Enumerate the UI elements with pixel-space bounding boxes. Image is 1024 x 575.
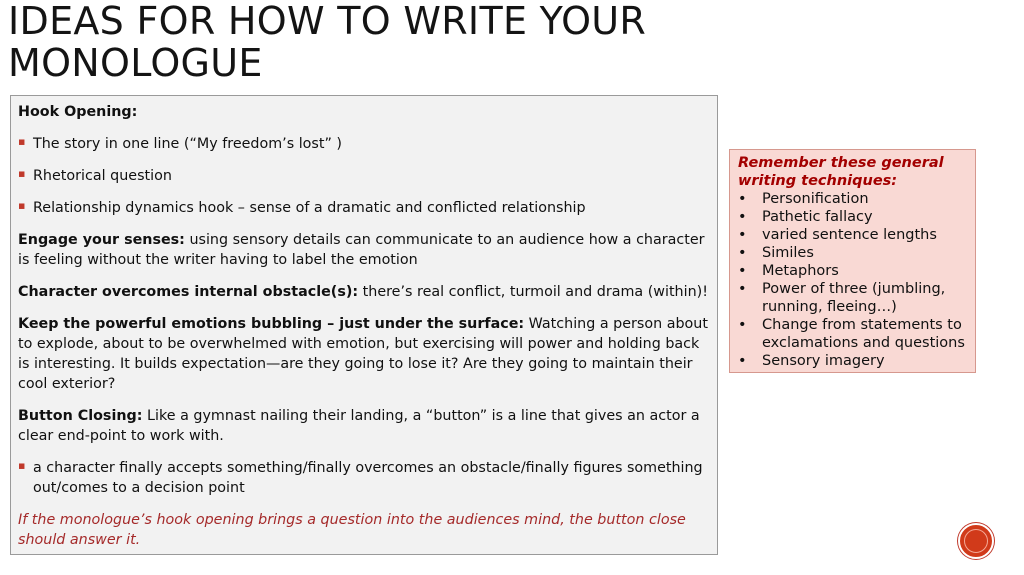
list-item <box>738 280 969 316</box>
obstacle-label: Character overcomes internal obstacle(s): <box>18 284 359 300</box>
bullet-dot-icon: • <box>738 281 747 297</box>
list-item <box>18 166 709 186</box>
emotions-text: Watching a person about to explode, about to be overwhelmed with emotion, but exercising will power and holding back is interesting. It builds expectation—are they going to lose it? Are they going to maintain their cool exterior? <box>18 316 708 392</box>
button-paragraph <box>18 406 709 446</box>
square-bullet-icon: ▪ <box>18 459 26 472</box>
obstacle-text: there’s real conflict, turmoil and drama (within)! <box>358 284 708 300</box>
square-bullet-icon: ▪ <box>18 167 26 180</box>
list-item <box>738 244 969 262</box>
technique-text: Metaphors <box>762 263 839 279</box>
technique-text: Change from statements to exclamations and questions <box>762 317 965 351</box>
bullet-dot-icon: • <box>738 317 747 333</box>
hook-heading-label: Hook Opening: <box>18 104 138 120</box>
techniques-box <box>729 149 976 373</box>
emotions-paragraph <box>18 314 709 394</box>
square-bullet-icon: ▪ <box>18 199 26 212</box>
bullet-dot-icon: • <box>738 245 747 261</box>
circle-ring <box>964 529 988 553</box>
list-item <box>738 316 969 352</box>
techniques-heading: Remember these general writing techniques: <box>738 155 944 189</box>
bullet-dot-icon: • <box>738 353 747 369</box>
senses-text: using sensory details can communicate to an audience how a character is feeling without the writer having to label the emotion <box>18 232 705 268</box>
button-item-text: a character finally accepts something/finally overcomes an obstacle/finally figures something out/comes to a decision point <box>33 460 703 496</box>
list-item <box>738 262 969 280</box>
technique-text: Sensory imagery <box>762 353 885 369</box>
bullet-dot-icon: • <box>738 263 747 279</box>
obstacle-paragraph <box>18 282 709 302</box>
technique-text: Personification <box>762 191 869 207</box>
senses-label: Engage your senses: <box>18 232 185 248</box>
list-item <box>18 134 709 154</box>
list-item <box>738 352 969 370</box>
main-content-box <box>10 95 718 555</box>
hook-item-text: The story in one line (“My freedom’s lost” ) <box>33 136 342 152</box>
closing-note: If the monologue’s hook opening brings a question into the audiences mind, the button close should answer it. <box>18 512 686 548</box>
techniques-list <box>738 190 969 370</box>
hook-item-text: Relationship dynamics hook – sense of a dramatic and conflicted relationship <box>33 200 586 216</box>
button-label: Button Closing: <box>18 408 143 424</box>
hook-item-text: Rhetorical question <box>33 168 172 184</box>
list-item <box>18 458 709 498</box>
list-item <box>738 226 969 244</box>
button-text: Like a gymnast nailing their landing, a “button” is a line that gives an actor a clear end-point to work with. <box>18 408 700 444</box>
technique-text: Pathetic fallacy <box>762 209 873 225</box>
list-item <box>18 198 709 218</box>
emotions-label: Keep the powerful emotions bubbling – just under the surface: <box>18 316 525 332</box>
list-item <box>738 208 969 226</box>
technique-text: Similes <box>762 245 814 261</box>
bullet-dot-icon: • <box>738 191 747 207</box>
bullet-dot-icon: • <box>738 227 747 243</box>
hook-heading <box>18 102 709 122</box>
circle-nav-icon[interactable] <box>958 523 994 559</box>
bullet-dot-icon: • <box>738 209 747 225</box>
senses-paragraph <box>18 230 709 270</box>
square-bullet-icon: ▪ <box>18 135 26 148</box>
list-item <box>738 190 969 208</box>
page-title: IDEAS FOR HOW TO WRITE YOUR MONOLOGUE <box>8 0 647 85</box>
technique-text: Power of three (jumbling, running, fleeing…) <box>762 281 946 315</box>
technique-text: varied sentence lengths <box>762 227 937 243</box>
